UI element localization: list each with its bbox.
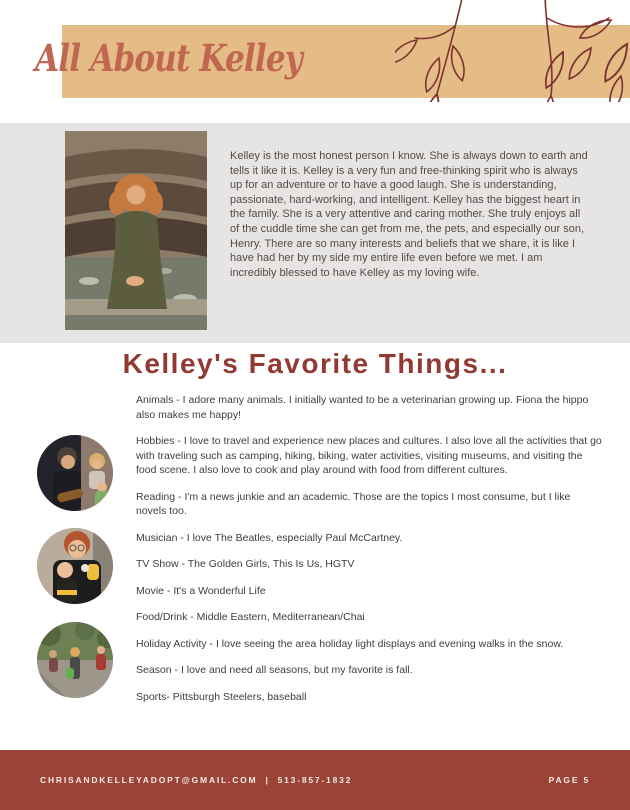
intro-paragraph: Kelley is the most honest person I know. She is always down to earth and tells it like it is. Kelley is a very fun and free-thinking spirit who is always up for an adventure or to have a good laugh. She is understanding, passionate, hard-working, and intelligent. Kelley has the biggest heart in the family. She is a very attentive and caring mother. She truly enjoys all of the cuddle time she can get from me, the pets, and especially our son, Henry. There are so many interests and beliefs that we share, it is like I have had her by my side my entire life even before we met. I am incredibly blessed to have Kelley as my loving wife. [230, 150, 588, 279]
intro-section [0, 123, 630, 343]
list-item-holiday-activity: Holiday Activity - I love seeing the area holiday light displays and evening walks in the snow. [136, 637, 564, 650]
footer-bar [0, 750, 630, 810]
leaf-branch-icon [395, 0, 630, 102]
list-item-hobbies: Hobbies - I love to travel and experience new places and cultures. I also love all the activities that go with traveling such as camping, hiking, biking, water activities, visiting museums, and visiting the food scene. I also love to cook and play around with food from different cultures. [136, 435, 602, 476]
list-item-musician: Musician - I love The Beatles, especially Paul McCartney. [136, 531, 403, 544]
kelley-portrait-photo [65, 131, 207, 330]
list-item-tv-show: TV Show - The Golden Girls, This Is Us, HGTV [136, 558, 355, 570]
list-item-animals: Animals - I adore many animals. I initially wanted to be a veterinarian growing up. Fiona the hippo also makes me happy! [136, 394, 589, 421]
footer-phone: 513-857-1832 [277, 775, 353, 785]
outdoor-walk-photo [37, 622, 113, 698]
favorites-heading: Kelley's Favorite Things... [122, 348, 508, 379]
page-title: All About Kelley [35, 36, 303, 80]
list-item-food-drink: Food/Drink - Middle Eastern, Mediterranean/Chai [136, 611, 365, 623]
steelers-baby-photo [37, 528, 113, 604]
footer-contact [40, 775, 352, 785]
footer-email: CHRISANDKELLEYADOPT@GMAIL.COM [40, 775, 258, 785]
list-item-sports: Sports- Pittsburgh Steelers, baseball [136, 690, 307, 703]
footer-separator: | [265, 775, 270, 785]
list-item-season: Season - I love and need all seasons, but my favorite is fall. [136, 664, 413, 676]
list-item-movie: Movie - It's a Wonderful Life [136, 584, 266, 597]
concert-photo [37, 435, 113, 511]
favorites-list [136, 393, 602, 716]
page-number: PAGE 5 [548, 775, 590, 785]
list-item-reading: Reading - I'm a news junkie and an academic. Those are the topics I most consume, but I like novels too. [136, 490, 571, 517]
